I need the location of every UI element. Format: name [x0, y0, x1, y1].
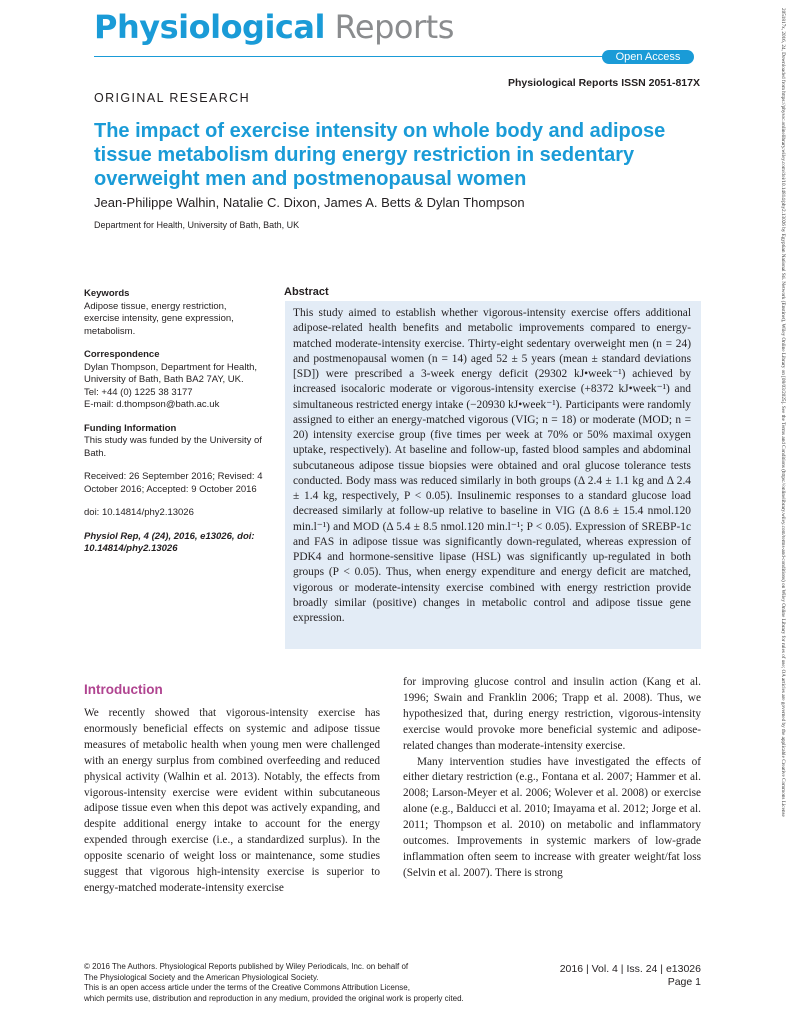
footer-copyright-line-3: This is an open access article under the terms of the Creative Commons Attribution License,: [84, 983, 410, 992]
keywords-heading: Keywords: [84, 288, 130, 299]
introduction-heading: Introduction: [84, 682, 163, 697]
doi-text[interactable]: doi: 10.14814/phy2.13026: [84, 507, 194, 518]
footer-copyright-line-2: The Physiological Society and the American Physiological Society.: [84, 972, 319, 982]
citation-text: Physiol Rep, 4 (24), 2016, e13026, doi: 10.14814/phy2.13026: [84, 530, 255, 554]
dates-text: Received: 26 September 2016; Revised: 4 October 2016; Accepted: 9 October 2016: [84, 471, 263, 495]
introduction-paragraph-2: Many intervention studies have investigated the effects of either dietary restriction (e.g., Fontana et al. 2007; Hammer et al. 2008; Larson-Meyer et al. 2006; Wolever et al. 2008) or exercise alone (e.g., Balducci et al. 2010; Imayama et al. 2012; Jorge et al. 2011; Thompson et al. 2010) on metabolic and inflammatory outcomes. Improvements in systemic markers of low-grade inflammation often seem to increase with greater weight/fat loss (Selvin et al. 2007). There is strong: [403, 755, 701, 879]
funding-block: [84, 423, 264, 461]
journal-issn: Physiological Reports ISSN 2051-817X: [508, 77, 700, 89]
keywords-text: Adipose tissue, energy restriction, exercise intensity, gene expression, metabolism.: [84, 300, 234, 337]
footer-issue-info: [520, 963, 701, 989]
funding-heading: Funding Information: [84, 422, 177, 434]
abstract-heading: Abstract: [284, 286, 329, 298]
article-affiliation: Department for Health, University of Bath, Bath, UK: [94, 220, 300, 230]
correspondence-tel: Tel: +44 (0) 1225 38 3177: [84, 386, 193, 398]
download-watermark: 2051817x, 2016, 24, Downloaded from https://physoc.onlinelibrary.wiley.com/doi/10.14814/phy2.13026 by Egyptian National Sti. Network (Enstinet), Wiley Online Library on [08/03/2025]. See the Terms and Conditions (https://onlinelibrary.wiley.com/terms-and-conditions) on Wiley Online Library for rules of use; OA articles are governed by the applicable Creative Commons License: [780, 8, 786, 817]
journal-logo: [94, 8, 454, 46]
journal-logo-part2: Reports: [334, 8, 454, 46]
introduction-right-column: [403, 675, 701, 882]
introduction-left-column: We recently showed that vigorous-intensity exercise has enormously beneficial effects on systemic and adipose tissue measures of metabolic health when young men were challenged with an energy surplus from combined overfeeding and reduced physical activity (Walhin et al. 2013). Notably, the effects from vigorous-intensity exercise were evident within subcutaneous adipose tissue even when this depot was actively expanding, and despite additional energy intake to account for the energy expended through exercise (i.e., a standardized surplus). In the opposite scenario of weight loss or maintenance, some studies suggest that vigorous high-intensity exercise is superior to energy-matched moderate-intensity exercise: [84, 707, 380, 894]
correspondence-block: [84, 349, 264, 412]
footer-page-number: Page 1: [667, 976, 701, 988]
header-rule: [94, 56, 604, 57]
abstract-text: This study aimed to establish whether vigorous-intensity exercise offers additional adipose-related health benefits and metabolic improvements compared to energy-matched moderate-intensity exercise. Thirty-eight sedentary overweight men (n = 24) and postmenopausal women (n = 14) aged 52 ± 5 years (mean ± standard deviations [SD]) were prescribed a 3-week energy deficit (29302 kJ•week⁻¹) achieved by increased isocaloric moderate or vigorous-intensity exercise (+8372 kJ•week⁻¹) and simultaneous restricted energy intake (−20930 kJ•week⁻¹). Participants were randomly assigned to either an energy-matched vigorous (VIG; n = 18) or moderate (MOD; n = 20) intensity exercise group (five times per week at 70% or 50% maximal oxygen uptake, respectively). At baseline and follow-up, fasted blood samples and abdominal subcutaneous adipose tissue biopsies were obtained and oral glucose tolerance tests conducted. Body mass was reduced similarly in both groups (Δ 2.4 ± 1.1 kg and Δ 2.4 ± 1.4 kg, respectively, P < 0.05). Insulinemic responses to a standard glucose load decreased similarly at follow-up relative to baseline in VIG (Δ 8.6 ± 15.4 nmol.120 min.l⁻¹) and MOD (Δ 5.4 ± 8.5 nmol.120 min.l⁻¹; P < 0.05). Expression of SREBP-1c and FAS in adipose tissue was significantly down-regulated, whereas expression of PDK4 and hormone-sensitive lipase (HSL) was significantly up-regulated in both groups (P < 0.05). Thus, when energy expenditure and energy deficit are matched, vigorous or moderate-intensity exercise combined with energy restriction provide broadly similar (positive) changes in metabolic control and adipose tissue gene expression.: [285, 301, 701, 649]
footer-copyright: [84, 962, 524, 1004]
open-access-badge: Open Access: [602, 50, 694, 64]
keywords-block: [84, 288, 264, 338]
correspondence-address: Dylan Thompson, Department for Health, University of Bath, Bath BA2 7AY, UK.: [84, 361, 258, 385]
funding-text: This study was funded by the University of Bath.: [84, 435, 262, 459]
section-label: ORIGINAL RESEARCH: [94, 91, 251, 105]
introduction-paragraph-continued: for improving glucose control and insulin action (Kang et al. 1996; Swain and Franklin 2006; Trapp et al. 2008). Thus, we hypothesized that, during energy restriction, vigorous-intensity exercise would provoke more beneficial systemic and adipose-related changes than moderate-intensity exercise.: [403, 676, 701, 752]
article-authors: Jean-Philippe Walhin, Natalie C. Dixon, James A. Betts & Dylan Thompson: [94, 195, 525, 210]
article-title: The impact of exercise intensity on whole body and adipose tissue metabolism during energy restriction in sedentary overweight men and postmenopausal women: [94, 120, 666, 190]
footer-issue: 2016 | Vol. 4 | Iss. 24 | e13026: [559, 963, 701, 975]
correspondence-email[interactable]: E-mail: d.thompson@bath.ac.uk: [84, 399, 220, 410]
article-sidebar: [84, 288, 264, 567]
journal-logo-part1: Physiological: [94, 8, 325, 46]
footer-copyright-line-1: © 2016 The Authors. Physiological Reports published by Wiley Periodicals, Inc. on behalf of: [84, 962, 409, 971]
correspondence-heading: Correspondence: [84, 349, 160, 360]
footer-copyright-line-4: which permits use, distribution and reproduction in any medium, provided the original work is properly cited.: [84, 993, 464, 1003]
